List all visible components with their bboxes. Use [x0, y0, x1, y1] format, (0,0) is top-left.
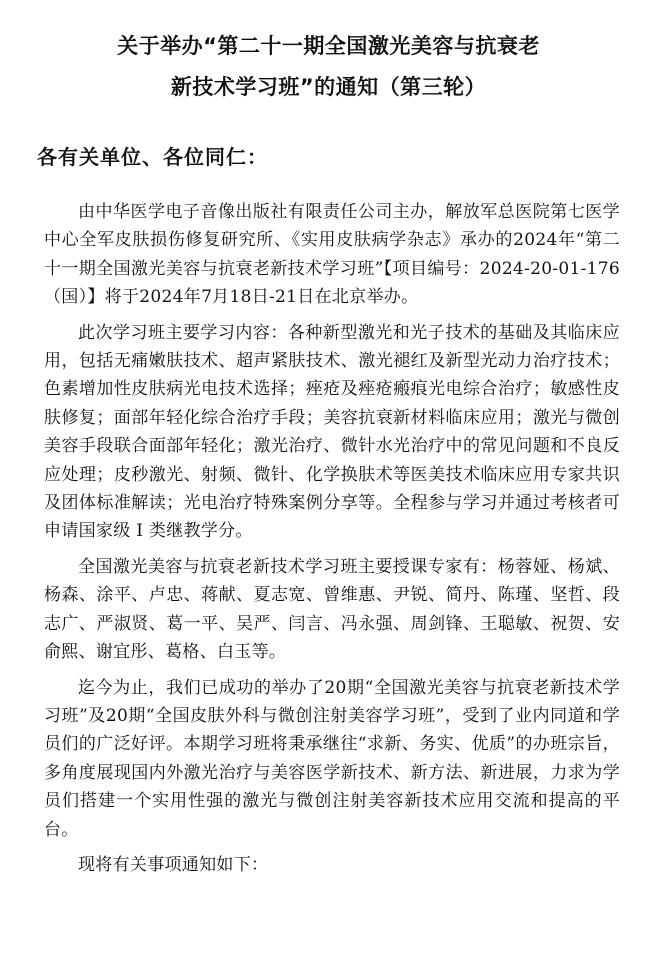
- paragraph-history: 迄今为止，我们已成功的举办了20期“全国激光美容与抗衰老新技术学习班”及20期“全国皮肤外科与微创注射美容学习班”，受到了业内同道和学员们的广泛好评。本期学习班将秉承继往“求新、务实、优质”的办班宗旨，多角度展现国内外激光治疗与美容医学新技术、新方法、新进展，力求为学员们搭建一个实用性强的激光与微创注射美容新技术应用交流和提高的平台。: [44, 677, 620, 840]
- title-line-2: 新技术学习班”的通知（第三轮）: [170, 75, 487, 99]
- paragraph-content: 此次学习班主要学习内容：各种新型激光和光子技术的基础及其临床应用，包括无痛嫩肤技术、超声紧肤技术、激光褪红及新型光动力治疗技术；色素增加性皮肤病光电技术选择；痤疮及痤疮瘢痕光电综合治疗；敏感性皮肤修复；面部年轻化综合治疗手段；美容抗衰新材料临床应用；激光与微创美容手段联合面部年轻化；激光治疗、微针水光治疗中的常见问题和不良反应处理；皮秒激光、射频、微针、化学换肤术等医美技术临床应用专家共识及团体标准解读；光电治疗特殊案例分享等。全程参与学习并通过考核者可申请国家级 I 类继教学分。: [44, 322, 620, 542]
- salutation: 各有关单位、各位同仁：: [37, 145, 268, 169]
- body-text: [44, 198, 620, 886]
- title-line-1: 关于举办“第二十一期全国激光美容与抗衰老: [117, 34, 540, 58]
- paragraph-experts: 全国激光美容与抗衰老新技术学习班主要授课专家有：杨蓉娅、杨斌、杨森、涂平、卢忠、蒋献、夏志宽、曾维惠、尹锐、简丹、陈瑾、坚哲、段志广、严淑贤、葛一平、吴严、闫言、冯永强、周剑锋、王聪敏、祝贺、安俞熙、谢宜彤、葛格、白玉等。: [44, 556, 620, 663]
- paragraph-intro: 由中华医学电子音像出版社有限责任公司主办，解放军总医院第七医学中心全军皮肤损伤修复研究所、《实用皮肤病学杂志》承办的2024年“第二十一期全国激光美容与抗衰老新技术学习班”【项目编号：2024-20-01-176（国）】将于2024年7月18日-21日在北京举办。: [44, 202, 620, 308]
- paragraph-notice: 现将有关事项通知如下：: [78, 854, 269, 875]
